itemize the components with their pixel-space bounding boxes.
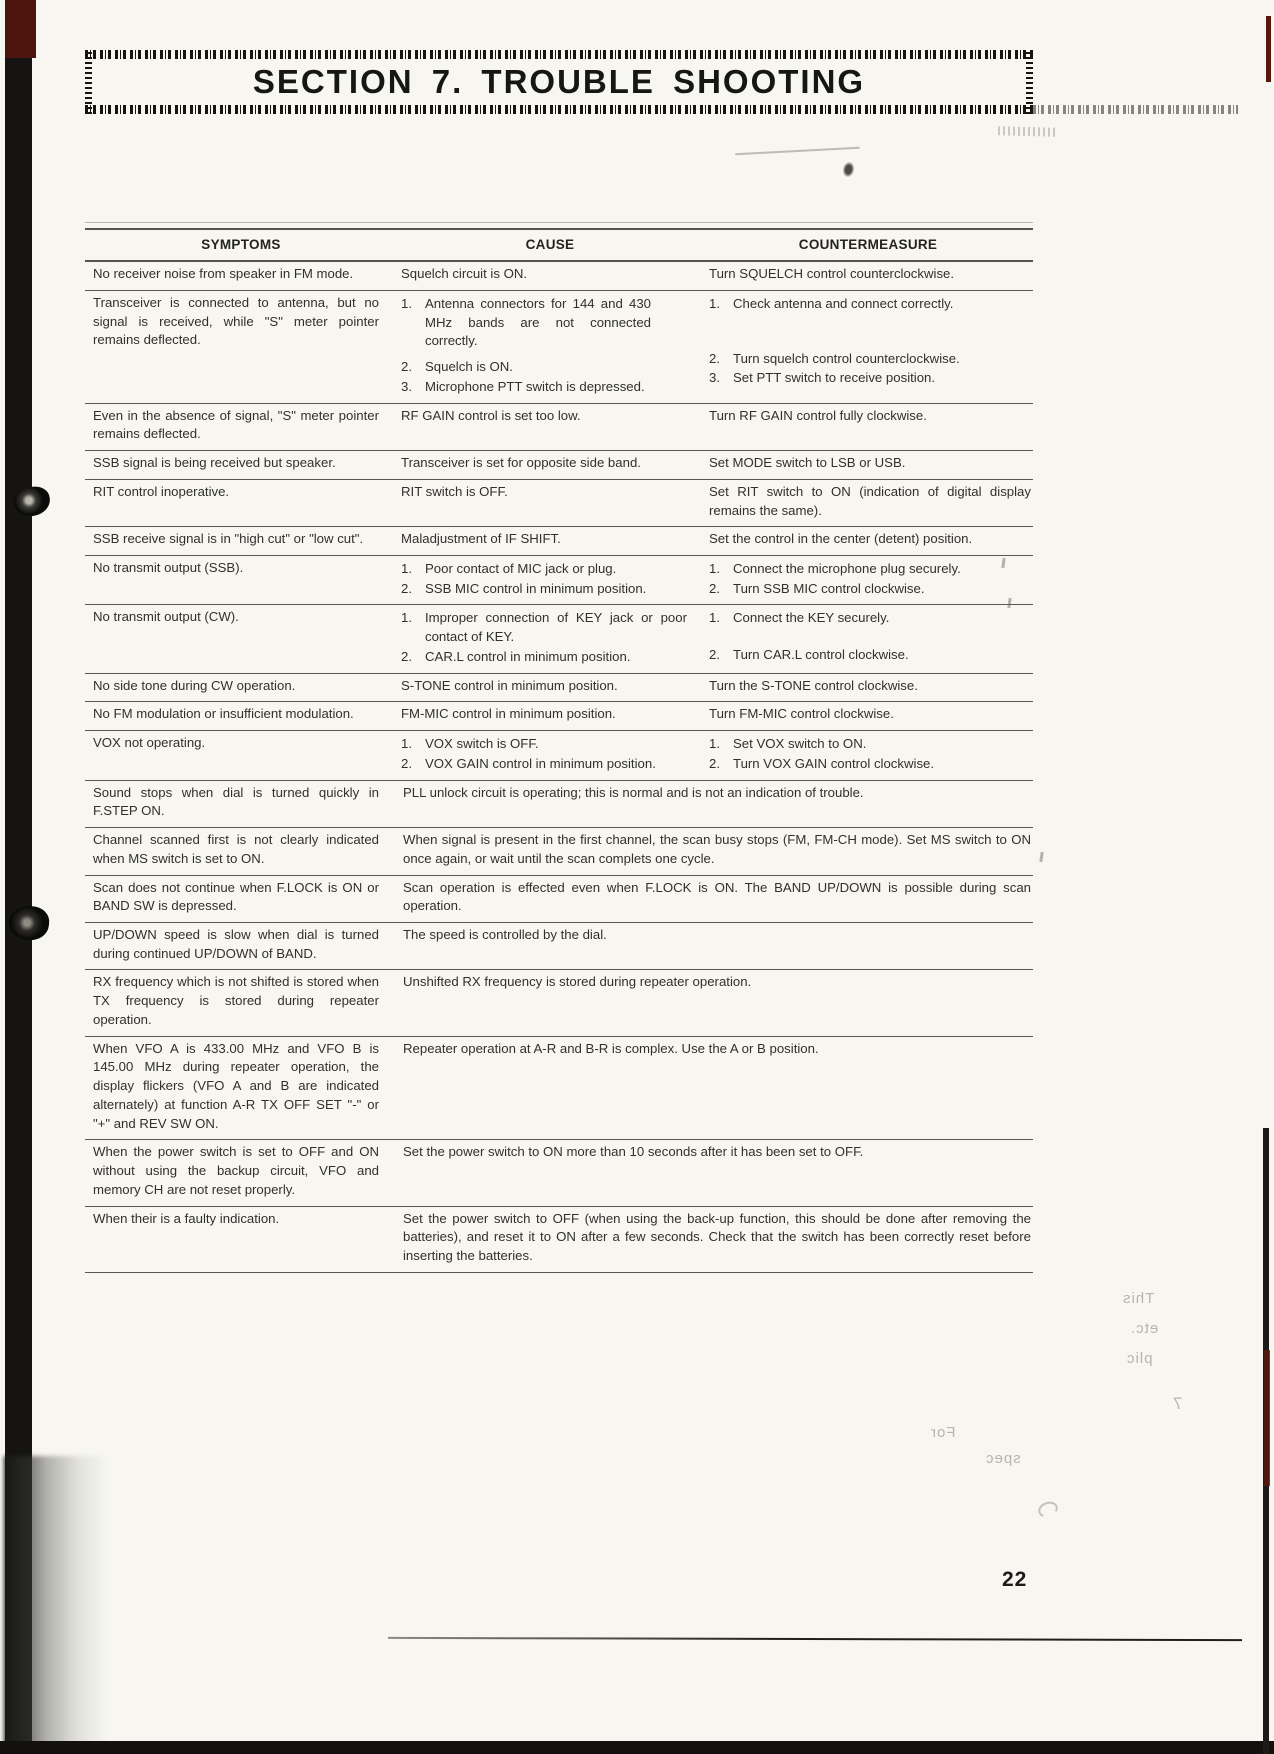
table-row <box>85 527 1033 556</box>
symptom-cell: No FM modulation or insufficient modulation. <box>85 702 397 731</box>
cause-cell: 1. Antenna connectors for 144 and 430 MHz bands are not connected correctly. 2. Squelch is ON. 3. Microphone PTT switch is depressed. <box>397 290 703 403</box>
cause-cell: S-TONE control in minimum position. <box>397 673 703 702</box>
column-header-cause: CAUSE <box>397 229 703 261</box>
symptom-cell: RIT control inoperative. <box>85 479 397 526</box>
divider-line <box>388 1637 1242 1641</box>
symptom-cell: SSB receive signal is in "high cut" or "low cut". <box>85 527 397 556</box>
cause-cell: Transceiver is set for opposite side band. <box>397 451 703 480</box>
countermeasure-cell: Set RIT switch to ON (indication of digital display remains the same). <box>703 479 1033 526</box>
cause-cell: Maladjustment of IF SHIFT. <box>397 527 703 556</box>
bleedthrough-text: spec <box>985 1450 1021 1467</box>
scan-speck <box>1039 852 1043 862</box>
symptom-cell: UP/DOWN speed is slow when dial is turned during continued UP/DOWN of BAND. <box>85 922 397 969</box>
countermeasure-cell: 1. Connect the KEY securely. 2. Turn CAR.L control clockwise. <box>703 605 1033 673</box>
pencil-mark <box>998 126 1056 137</box>
bleedthrough-text: This <box>1122 1290 1155 1307</box>
table-header-row <box>85 229 1033 261</box>
symptom-cell: Even in the absence of signal, "S" meter pointer remains deflected. <box>85 403 397 450</box>
table-row <box>85 1140 1033 1206</box>
countermeasure-cell: 1. Set VOX switch to ON. 2. Turn VOX GAIN control clockwise. <box>703 731 1033 780</box>
countermeasure-cell: 1. Check antenna and connect correctly. 2. Turn squelch control counterclockwise. 3. Set PTT switch to receive position. <box>703 290 1033 403</box>
table-row <box>85 451 1033 480</box>
symptom-cell: Transceiver is connected to antenna, but no signal is received, while "S" meter pointer remains deflected. <box>85 290 397 403</box>
symptom-cell: Channel scanned first is not clearly indicated when MS switch is set to ON. <box>85 828 397 875</box>
scan-bottom-edge <box>0 1741 1274 1754</box>
troubleshooting-table <box>85 228 1033 1273</box>
page-title: SECTION 7. TROUBLE SHOOTING <box>252 63 866 100</box>
symptom-cell: RX frequency which is not shifted is stored when TX frequency is stored during repeater operation. <box>85 970 397 1036</box>
column-header-symptoms: SYMPTOMS <box>85 229 397 261</box>
symptom-cell: VOX not operating. <box>85 731 397 780</box>
table-row <box>85 1036 1033 1140</box>
symptom-cell: When their is a faulty indication. <box>85 1206 397 1272</box>
symptom-cell: No transmit output (SSB). <box>85 555 397 604</box>
table-row <box>85 479 1033 526</box>
table-row <box>85 780 1033 827</box>
table-row <box>85 290 1033 403</box>
symptom-cell: No transmit output (CW). <box>85 605 397 673</box>
table-row <box>85 702 1033 731</box>
table-row <box>85 555 1033 604</box>
cause-cell: RIT switch is OFF. <box>397 479 703 526</box>
symptom-cell: SSB signal is being received but speaker. <box>85 451 397 480</box>
bleedthrough-text: For <box>930 1424 956 1441</box>
table-row <box>85 673 1033 702</box>
table-row <box>85 261 1033 290</box>
table-row <box>85 731 1033 780</box>
table-row <box>85 403 1033 450</box>
cause-countermeasure-cell: Scan operation is effected even when F.LOCK is ON. The BAND UP/DOWN is possible during scan operation. <box>397 875 1033 922</box>
scan-right-mark <box>1266 16 1271 82</box>
banner-border-pattern-extension <box>1033 105 1238 114</box>
cause-countermeasure-cell: When signal is present in the first channel, the scan busy stops (FM, FM-CH mode). Set MS switch to ON once again, or wait until the scan complets one cycle. <box>397 828 1033 875</box>
banner-border-pattern <box>85 50 1033 59</box>
cause-countermeasure-cell: Set the power switch to ON more than 10 seconds after it has been set to OFF. <box>397 1140 1033 1206</box>
table-row <box>85 875 1033 922</box>
cause-countermeasure-cell: Repeater operation at A-R and B-R is complex. Use the A or B position. <box>397 1036 1033 1140</box>
cause-countermeasure-cell: PLL unlock circuit is operating; this is normal and is not an indication of trouble. <box>397 780 1033 827</box>
countermeasure-cell: Turn RF GAIN control fully clockwise. <box>703 403 1033 450</box>
cause-countermeasure-cell: Unshifted RX frequency is stored during repeater operation. <box>397 970 1033 1036</box>
scan-corner-mark <box>5 0 36 58</box>
bleedthrough-text: plic <box>1126 1350 1153 1367</box>
symptom-cell: Scan does not continue when F.LOCK is ON or BAND SW is depressed. <box>85 875 397 922</box>
scan-smudge <box>4 1456 108 1748</box>
cause-countermeasure-cell: Set the power switch to OFF (when using the back-up function, this should be done after removing the batteries), and reset it to ON after a few seconds. Check that the switch has been correctly reset before inserting the batteries. <box>397 1206 1033 1272</box>
bleedthrough-text: 7 <box>1172 1394 1183 1413</box>
cause-cell: 1. Improper connection of KEY jack or poor contact of KEY. 2. CAR.L control in minimum position. <box>397 605 703 673</box>
cause-cell: FM-MIC control in minimum position. <box>397 702 703 731</box>
table-row <box>85 970 1033 1036</box>
countermeasure-cell: Turn FM-MIC control clockwise. <box>703 702 1033 731</box>
banner-border-pattern <box>85 105 1033 114</box>
countermeasure-cell: Set MODE switch to LSB or USB. <box>703 451 1033 480</box>
pencil-mark <box>735 147 860 156</box>
countermeasure-cell: 1. Connect the microphone plug securely. 2. Turn SSB MIC control clockwise. <box>703 555 1033 604</box>
column-header-countermeasure: COUNTERMEASURE <box>703 229 1033 261</box>
symptom-cell: No receiver noise from speaker in FM mode. <box>85 261 397 290</box>
symptom-cell: Sound stops when dial is turned quickly in F.STEP ON. <box>85 780 397 827</box>
symptom-cell: No side tone during CW operation. <box>85 673 397 702</box>
scan-speck <box>1036 1499 1060 1520</box>
cause-cell: 1. VOX switch is OFF. 2. VOX GAIN control in minimum position. <box>397 731 703 780</box>
cause-cell: RF GAIN control is set too low. <box>397 403 703 450</box>
symptom-cell: When VFO A is 433.00 MHz and VFO B is 145.00 MHz during repeater operation, the display flickers (VFO A and B are indicated alternately) at function A-R TX OFF SET "-" or "+" and REV SW ON. <box>85 1036 397 1140</box>
countermeasure-cell: Turn the S-TONE control clockwise. <box>703 673 1033 702</box>
scan-right-mark <box>1264 1350 1270 1486</box>
cause-countermeasure-cell: The speed is controlled by the dial. <box>397 922 1033 969</box>
pencil-mark <box>842 161 856 178</box>
symptom-cell: When the power switch is set to OFF and ON without using the backup circuit, VFO and memory CH are not reset properly. <box>85 1140 397 1206</box>
table-row <box>85 828 1033 875</box>
section-title-banner <box>85 50 1033 114</box>
table-row <box>85 1206 1033 1272</box>
table-row <box>85 922 1033 969</box>
table-top-rule <box>85 222 1033 223</box>
countermeasure-cell: Turn SQUELCH control counterclockwise. <box>703 261 1033 290</box>
bleedthrough-text: etc. <box>1130 1320 1159 1337</box>
cause-cell: 1. Poor contact of MIC jack or plug. 2. SSB MIC control in minimum position. <box>397 555 703 604</box>
page-number: 22 <box>1002 1568 1028 1591</box>
countermeasure-cell: Set the control in the center (detent) position. <box>703 527 1033 556</box>
table-row <box>85 605 1033 673</box>
cause-cell: Squelch circuit is ON. <box>397 261 703 290</box>
